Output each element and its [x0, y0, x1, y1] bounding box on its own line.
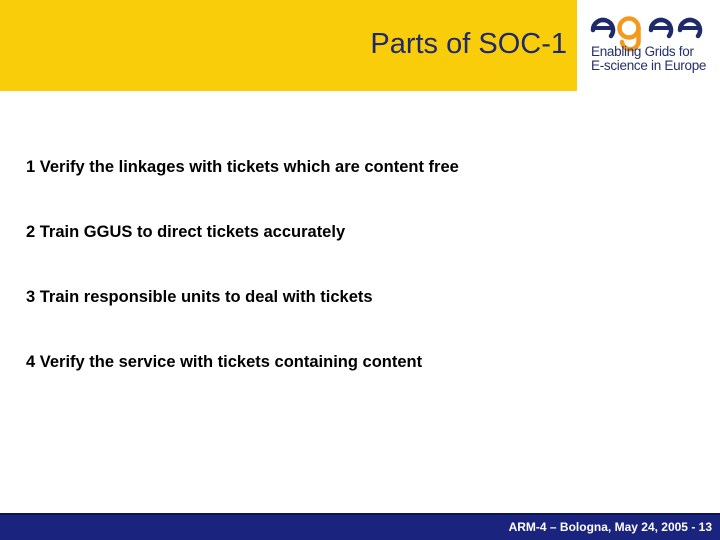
footer-bar: [0, 513, 720, 540]
list-item: 2 Train GGUS to direct tickets accurately: [26, 223, 346, 241]
logo-tagline-line1: Enabling Grids for: [591, 44, 694, 59]
slide-title: Parts of SOC-1: [370, 28, 567, 60]
logo-tagline-line2: E-science in Europe: [591, 58, 707, 73]
egee-logo: [587, 10, 715, 84]
logo-tagline: [591, 45, 715, 73]
list-item: 4 Verify the service with tickets containing content: [26, 353, 423, 371]
content-list: [26, 157, 706, 417]
list-item: 1 Verify the linkages with tickets which are content free: [26, 158, 459, 176]
header-band: [0, 0, 577, 91]
footer-text: ARM-4 – Bologna, May 24, 2005 - 13: [508, 520, 712, 534]
list-item: 3 Train responsible units to deal with tickets: [26, 288, 373, 306]
